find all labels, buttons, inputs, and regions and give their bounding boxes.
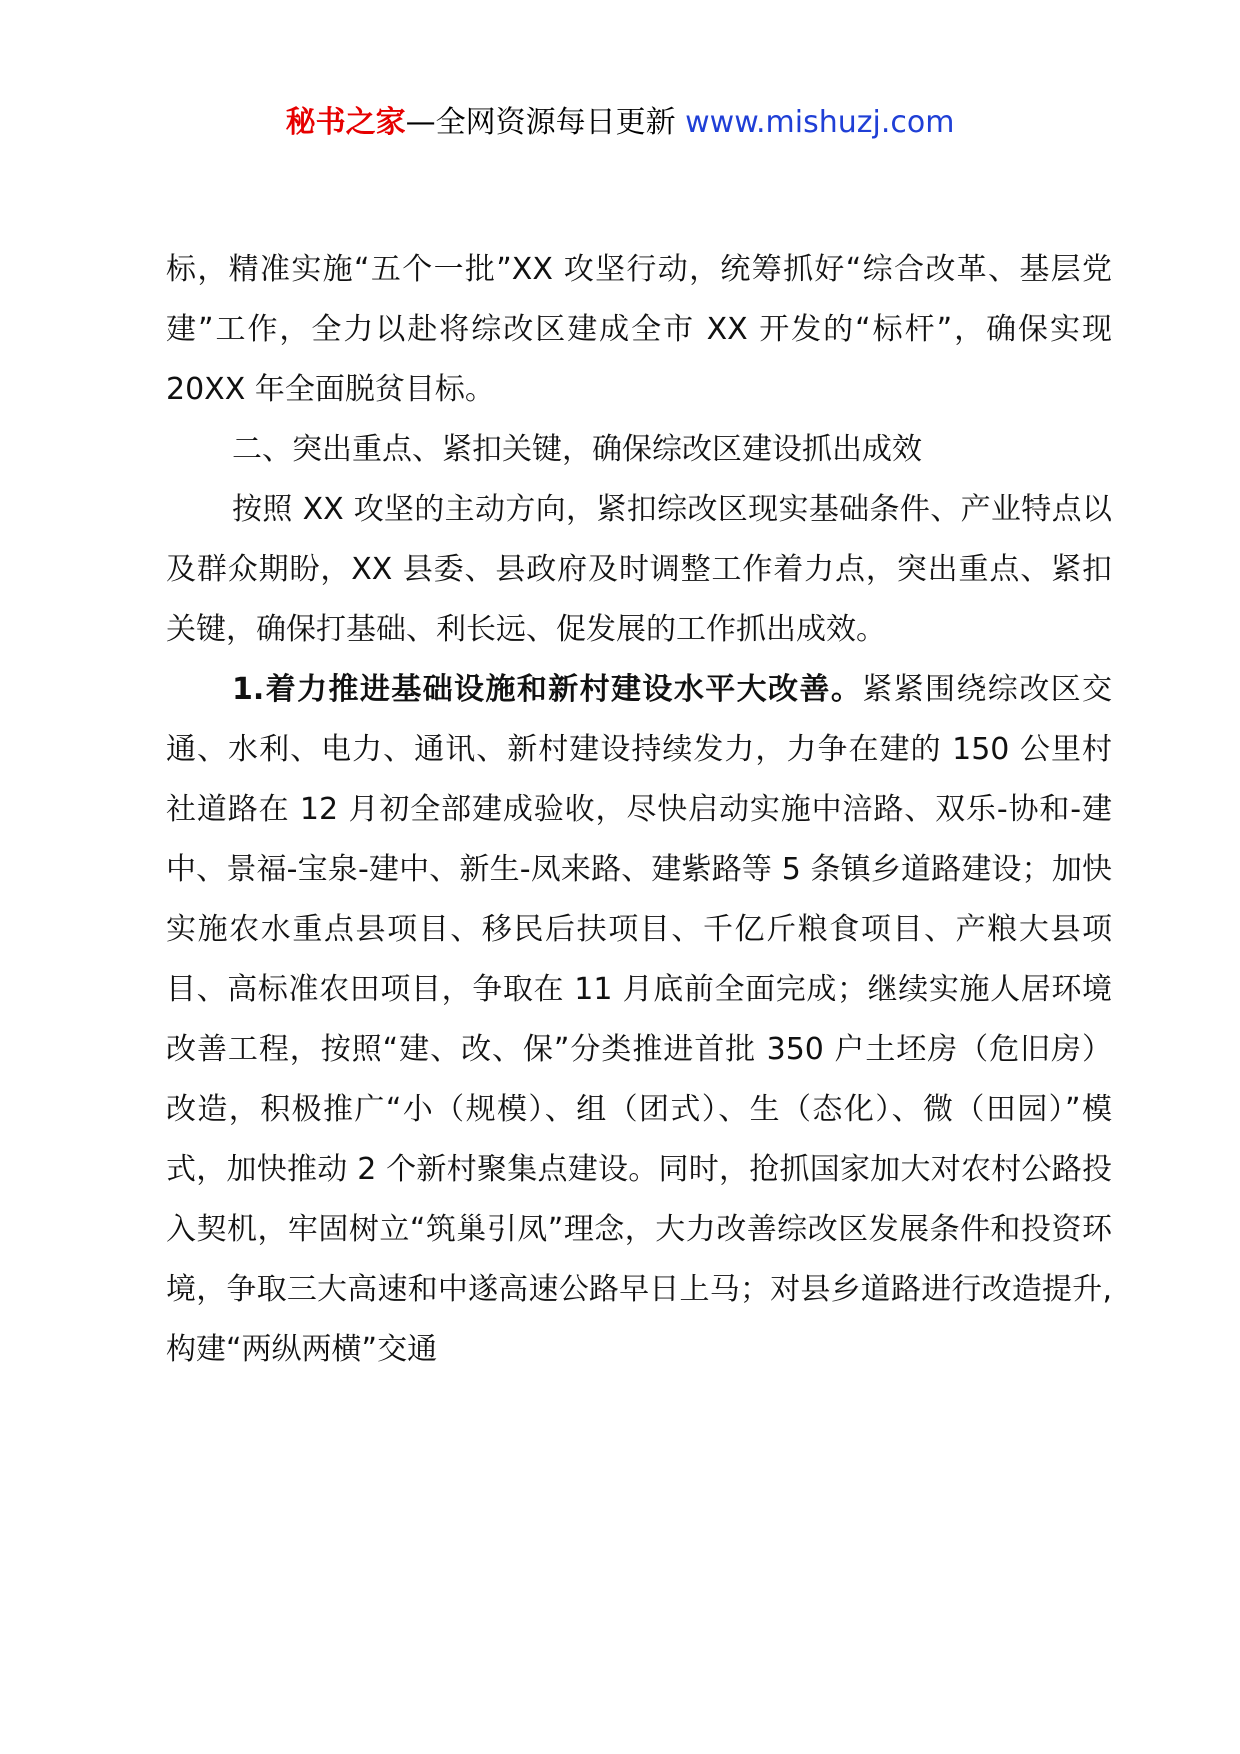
item-1-text: 紧紧围绕综改区交通、水利、电力、通讯、新村建设持续发力，力争在建的 150 公里村社道路在 12 月初全部建成验收，尽快启动实施中涪路、双乐-协和-建中、景福-宝泉-建中、新生-凤来路、建紫路等 5 条镇乡道路建设；加快实施农水重点县项目、移民后扶项目、千亿斤粮食项目、产粮大县项目、高标准农田项目，争取在 11 月底前全面完成；继续实施人居环境改善工程，按照“建、改、保”分类推进首批 350 户土坯房（危旧房）改造，积极推广“小（规模）、组（团式）、生（态化）、微（田园）”模式，加快推动 2 个新村聚集点建设。同时，抢抓国家加大对农村公路投入契机，牢固树立“筑巢引凤”理念，大力改善综改区发展条件和投资环境，争取三大高速和中遂高速公路早日上马；对县乡道路进行改造提升,构建“两纵两横”交通 [166,672,1112,1367]
site-url-link[interactable]: www.mishuzj.com [685,105,955,140]
site-slogan: —全网资源每日更新 [405,105,686,140]
section-heading: 二、突出重点、紧扣关键，确保综改区建设抓出成效 [232,432,922,467]
document-body [166,240,1112,1380]
item-1-heading: 1.着力推进基础设施和新村建设水平大改善。 [232,672,863,707]
site-header [0,100,1240,146]
site-brand: 秘书之家 [285,105,406,140]
paragraph-continuation: 标，精准实施“五个一批”XX 攻坚行动，统筹抓好“综合改革、基层党建”工作，全力以赴将综改区建成全市 XX 开发的“标杆”，确保实现 20XX 年全面脱贫目标。 [166,252,1112,407]
paragraph-item-1 [166,660,1112,1380]
paragraph-intro: 按照 XX 攻坚的主动方向，紧扣综改区现实基础条件、产业特点以及群众期盼，XX 县委、县政府及时调整工作着力点，突出重点、紧扣关键，确保打基础、利长远、促发展的工作抓出成效。 [166,492,1112,647]
